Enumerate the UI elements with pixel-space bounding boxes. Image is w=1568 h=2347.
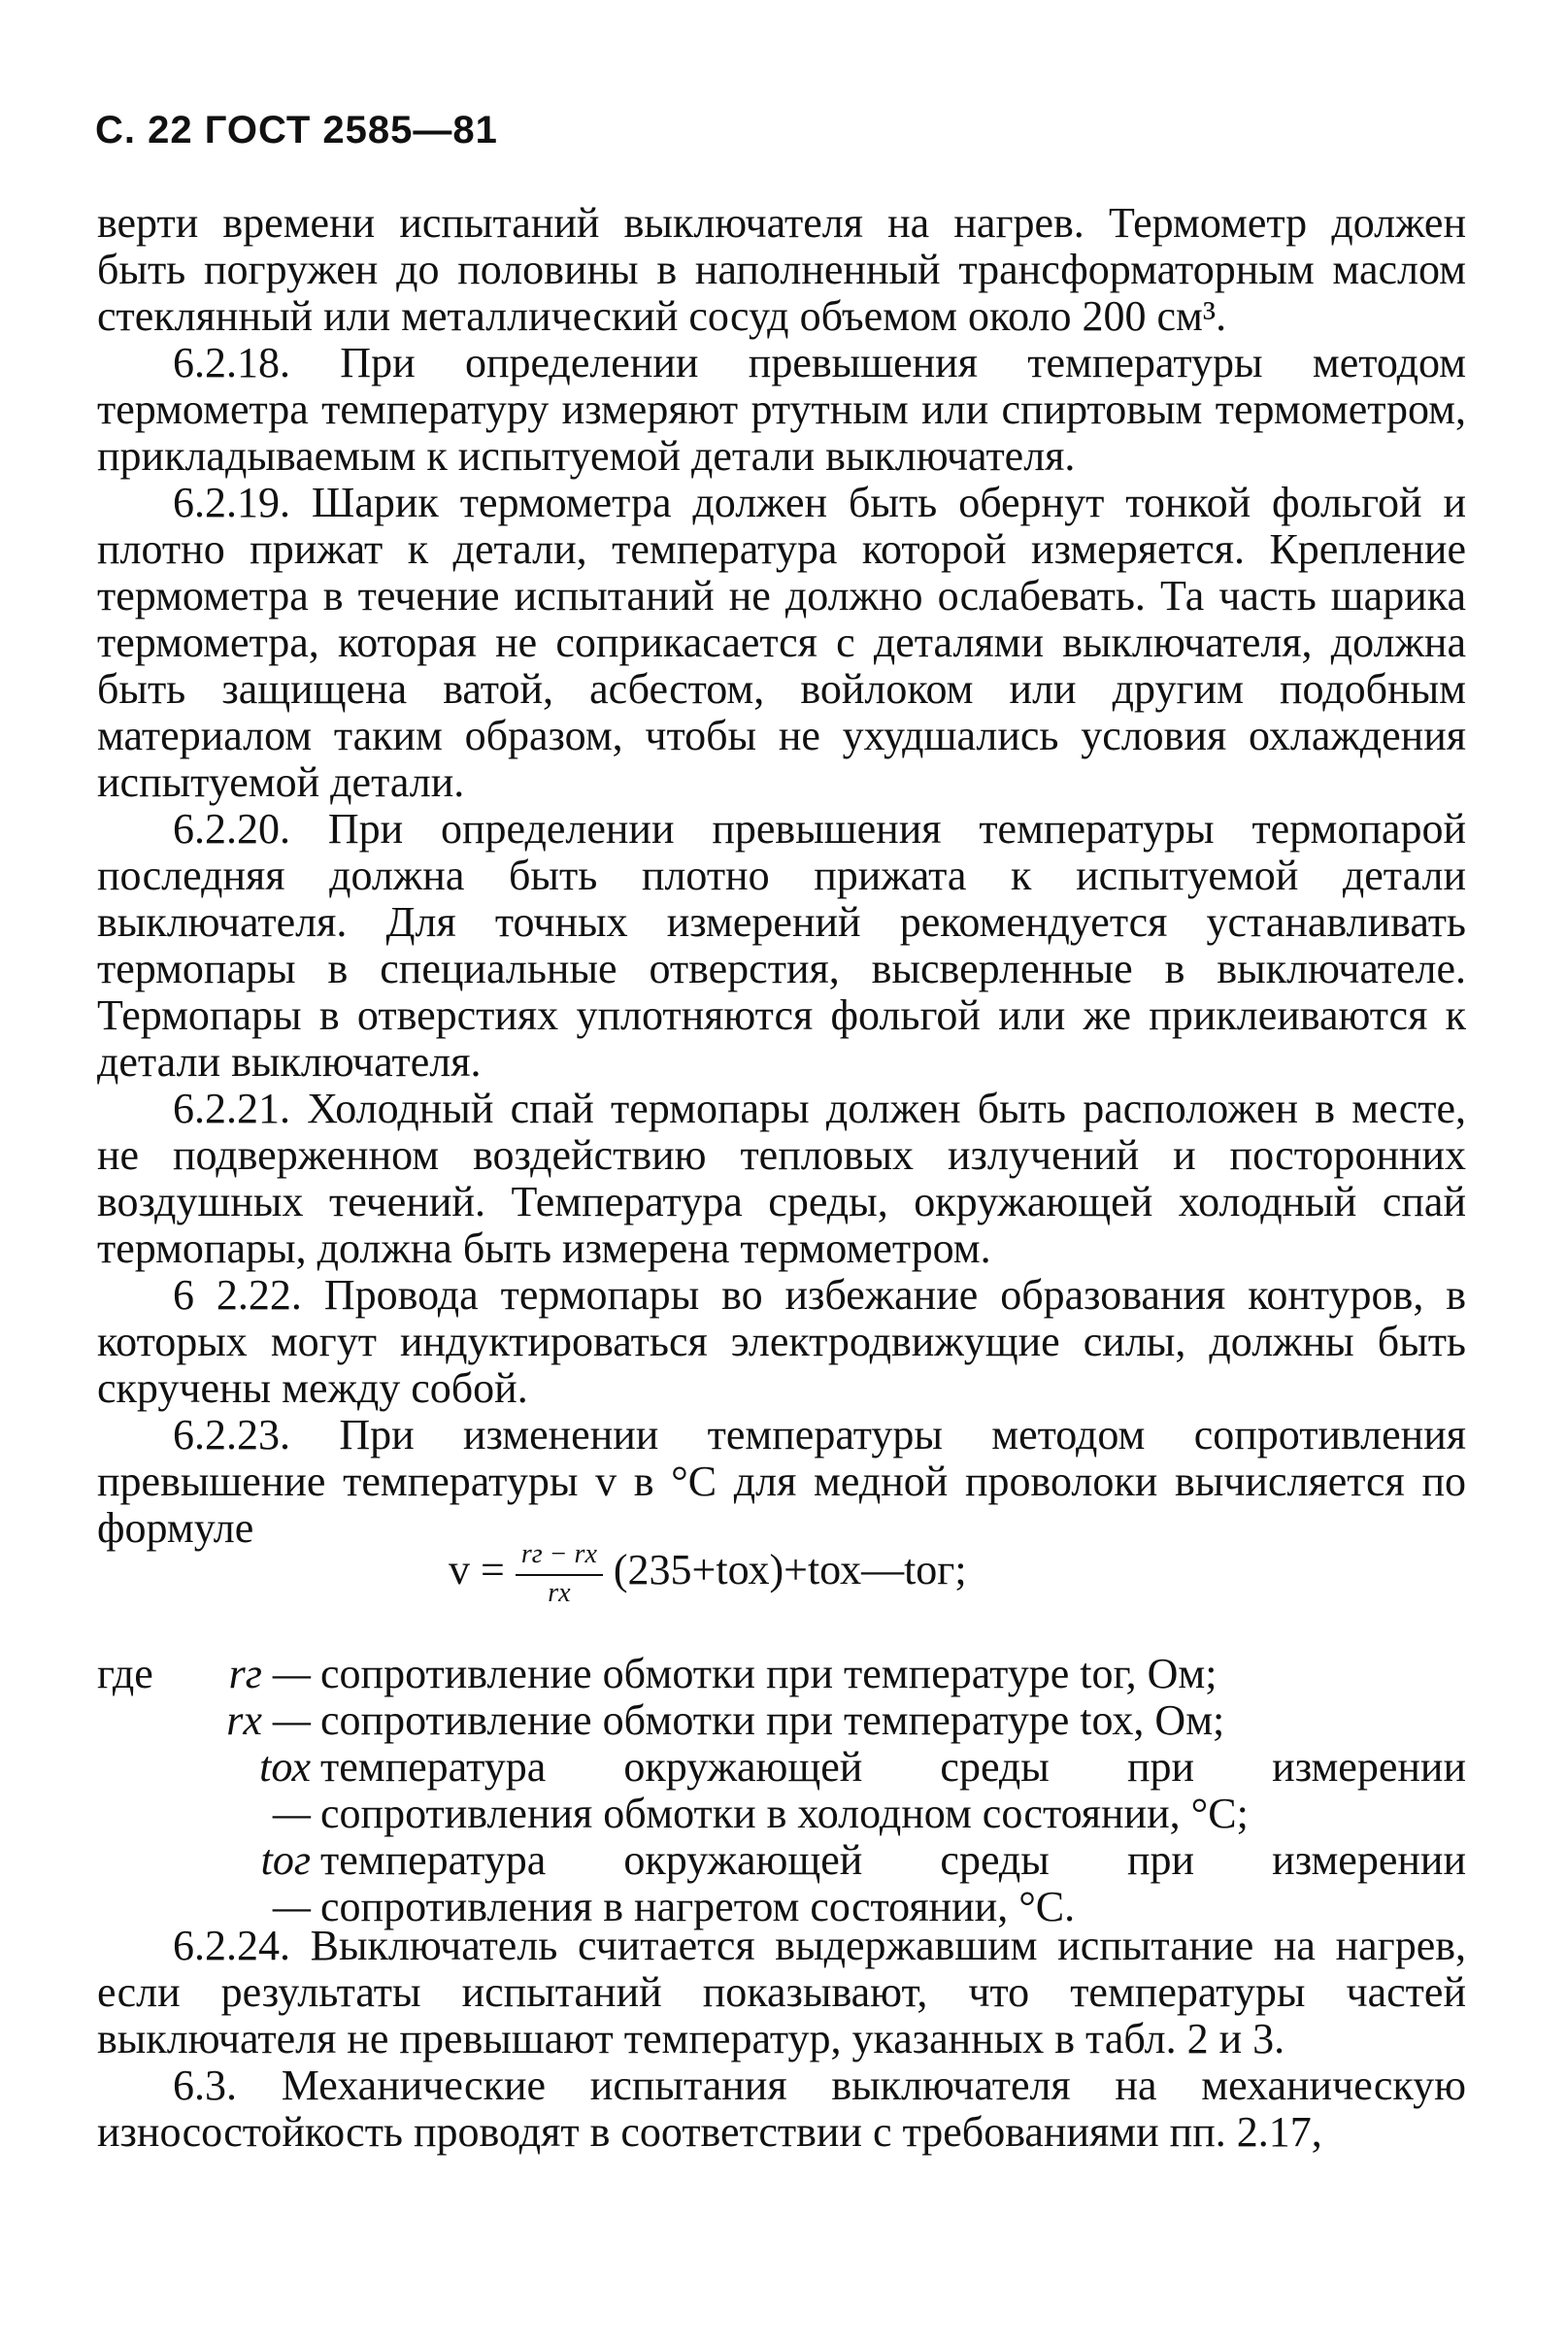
formula-denominator: rх bbox=[548, 1578, 571, 1608]
legend-text: сопротивление обмотки при температуре tох, Ом; bbox=[320, 1696, 1225, 1744]
legend-lead: где bbox=[97, 1650, 153, 1697]
paragraph-6-2-24: 6.2.24. Выключатель считается выдержавшим испытание на нагрев, если результаты испытаний показывают, что температуры частей выключателя не превышают температур, указанных в табл. 2 и 3. bbox=[97, 1922, 1466, 2062]
paragraph-6-2-21: 6.2.21. Холодный спай термопары должен быть расположен в месте, не подверженном воздействию тепловых излучений и посторонних воздушных течений. Температура среды, окружающей холодный спай термопары, должна быть измерена термометром. bbox=[97, 1085, 1466, 1272]
legend-row bbox=[97, 1837, 1466, 1930]
paragraph-6-3: 6.3. Механические испытания выключателя на механическую износостойкость проводят в соответствии с требованиями пп. 2.17, bbox=[97, 2062, 1466, 2156]
legend-text: температура окружающей среды при измерении сопротивления в нагретом состоянии, °C. bbox=[320, 1836, 1466, 1930]
paragraph-6-2-22: 6 2.22. Провода термопары во избежание образования контуров, в которых могут индуктироваться электродвижущие силы, должны быть скручены между собой. bbox=[97, 1271, 1466, 1412]
legend-row bbox=[97, 1651, 1466, 1697]
paragraph-continuation: верти времени испытаний выключателя на нагрев. Термометр должен быть погружен до половины в наполненный трансформаторным маслом стеклянный или металлический сосуд объемом около 200 см³. bbox=[97, 199, 1466, 340]
formula-numerator: rг − rх bbox=[516, 1539, 603, 1576]
formula-lhs: v = bbox=[449, 1546, 505, 1594]
paragraph-6-2-23: 6.2.23. При изменении температуры методом сопротивления превышение температуры v в °C для медной проволоки вычисляется по формуле bbox=[97, 1411, 1466, 1552]
formula-rhs: (235+tох)+tох—tог; bbox=[613, 1546, 967, 1594]
paragraph-6-2-19: 6.2.19. Шарик термометра должен быть обернут тонкой фольгой и плотно прижат к детали, температура которой измеряется. Крепление термометра в течение испытаний не должно ослабевать. Та часть шарика термометра, которая не соприкасается с деталями выключателя, должна быть защищена ватой, асбестом, войлоком или другим подобным материалом таким образом, чтобы не ухудшались условия охлаждения испытуемой детали. bbox=[97, 479, 1466, 806]
legend-text: температура окружающей среды при измерении сопротивления обмотки в холодном состоянии, °C; bbox=[320, 1743, 1466, 1837]
legend-row bbox=[97, 1744, 1466, 1837]
body-text-bottom bbox=[97, 1923, 1466, 2156]
legend-symbol: tог — bbox=[260, 1836, 311, 1930]
legend-symbol: rг — bbox=[228, 1650, 311, 1697]
paragraph-6-2-18: 6.2.18. При определении превышения температуры методом термометра температуру измеряют ртутным или спиртовым термометром, прикладываемым к испытуемой детали выключателя. bbox=[97, 339, 1466, 480]
formula-fraction bbox=[516, 1539, 603, 1609]
body-text-top bbox=[97, 200, 1466, 1552]
legend-text: сопротивление обмотки при температуре tог, Ом; bbox=[320, 1650, 1218, 1697]
legend-symbol: tох — bbox=[259, 1743, 311, 1837]
legend-row bbox=[97, 1697, 1466, 1744]
paragraph-6-2-20: 6.2.20. При определении превышения температуры термопарой последняя должна быть плотно прижата к испытуемой детали выключателя. Для точных измерений рекомендуется устанавливать термопары в специальные отверстия, высверленные в выключателе. Термопары в отверстиях уплотняются фольгой или же приклеиваются к детали выключателя. bbox=[97, 805, 1466, 1086]
page-header: С. 22 ГОСТ 2585—81 bbox=[95, 109, 498, 151]
formula-legend bbox=[97, 1651, 1466, 1930]
legend-symbol: rх — bbox=[226, 1696, 311, 1744]
formula bbox=[449, 1539, 1225, 1609]
